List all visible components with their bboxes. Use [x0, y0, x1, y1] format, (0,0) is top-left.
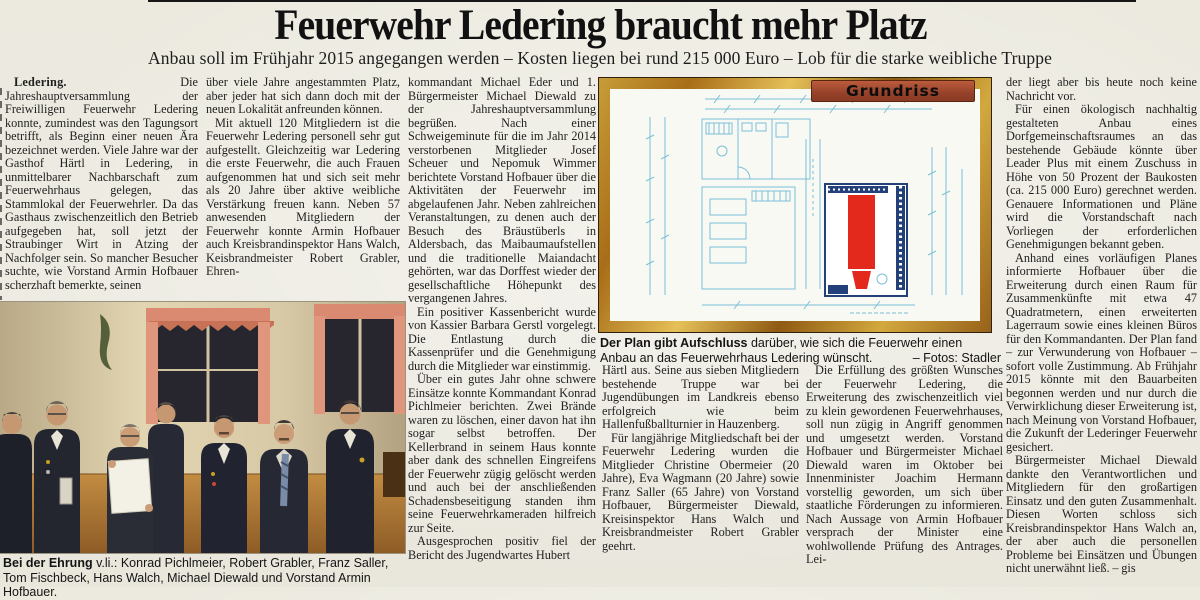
scan-edge-artifact — [0, 88, 2, 300]
article-paragraph: Über ein gutes Jahr ohne schwere Einsätze konnte Kommandant Konrad Pichlmeier berichten. Zwei Brände waren zu löschen, einer davon hat ihn sogar selbst betroffen. Der Kellerbrand in seinem Haus konnte aber dank des schnellen Eingreifens der Feuerwehr zügig gelöscht werden und auch bei der anschließenden Schadensbeseitigung standen ihm seine Feuerwehrkameraden hilfreich zur Seite. — [408, 372, 596, 535]
photo-window-right — [314, 304, 405, 414]
photo-credit: – Fotos: Stadler — [912, 350, 1001, 365]
article-paragraph: Ein positiver Kassenbericht wurde von Kassier Barbara Gerstl vorgelegt. Die Entlastung durch die Kassenprüfer und die Genehmigung durch die Mitglieder war einstimmig. — [408, 304, 596, 373]
article-paragraph: Für einen ökologisch nachhaltig gestalteten Anbau eines Dorfgemeinschaftsraumes an das bestehende Gebäude könnte über Leader Plus mit einem Zuschuss in Höhe von 50 Prozent der Baukosten (ca. 215 000 Euro) gerechnet werden. Genauere Informationen und Pläne wird die Vorstandschaft nach Vorliegen der erforderlichen Genehmigungen bekannt geben. — [1006, 102, 1197, 251]
plan-truck-highlight — [848, 195, 875, 269]
photo-trophy — [60, 478, 72, 504]
article-column-6 — [1006, 76, 1197, 587]
floor-plan-blueprint — [610, 89, 980, 321]
article-column-2 — [206, 76, 400, 304]
photo-caption-lead: Bei der Ehrung — [3, 556, 93, 570]
photo-furniture — [383, 452, 405, 497]
article-column-3 — [408, 76, 596, 587]
ceremony-photo — [0, 302, 405, 553]
article-column-4 — [602, 364, 799, 588]
article-paragraph: Mit aktuell 120 Mitgliedern ist die Feuerwehr Ledering personell sehr gut aufgestellt. Gleichzeitig war Ledering die erste Feuerwehr, die auch Frauen aufgenommen hat und sich seit mehr als 20 Jahre über aktive weibliche Verstärkung freuen kann. Neben 57 anwesenden Mitgliedern der Feuerwehr konnte Armin Hofbauer auch Kreisbrandinspektor Hans Walch, Keisbrandmeister Robert Grabler, Ehren- — [206, 115, 400, 278]
plan-caption — [600, 336, 1001, 365]
plan-new-garage — [825, 184, 907, 296]
article-subheadline: Anbau soll im Frühjahr 2015 angegangen werden – Kosten liegen bei rund 215 000 Euro – Lob für die starke weibliche Truppe — [148, 48, 1052, 68]
article-paragraph: Ausgesprochen positiv fiel der Bericht des Jugendwartes Hubert — [408, 534, 596, 562]
photo-caption — [3, 556, 402, 600]
ceremony-photo-illustration — [0, 302, 405, 553]
article-column-1 — [5, 76, 198, 304]
photo-caption-text: v.li.: Konrad Pichlmeier, Robert Grabler, Franz Saller, Tom Fischbeck, Hans Walch, Michael Diewald und Vorstand Armin Hofbauer. — [3, 556, 389, 599]
article-paragraph: Härtl aus. Seine aus sieben Mitgliedern bestehende Truppe war bei Jugendübungen im Landkreis ebenso erfolgreich wie beim Hallenfußballturnier in Hauzenberg. — [602, 364, 799, 431]
article-paragraph: Die Erfüllung des größten Wunsches der Feuerwehr Ledering, die Erweiterung des zwischenzeitlich viel zu klein gewordenen Feuerwehrhauses, soll nun zügig in Angriff genommen und umgesetzt werden. Vorstand Hofbauer und Bürgermeister Michael Diewald waren im Oktober bei Innenminister Joachim Hermann vorstellig geworden, um sich über staatliche Förderungen zu informieren. Nach Aussage von Armin Hofbauer versprach der Minister eine wohlwollende Prüfung des Antrages. Lei- — [806, 364, 1003, 566]
plan-caption-lead: Der Plan gibt Aufschluss — [600, 336, 748, 350]
floor-plan-figure — [598, 77, 992, 333]
article-column-5 — [806, 364, 1003, 588]
article-paragraph: Bürgermeister Michael Diewald dankte den Verantwortlichen und Mitgliedern für den großartigen Einsatz und den guten Zusammenhalt. Diesen Worten schloss sich Kreisbrandinspektor Hans Walch an, der aber auch die personellen Probleme bei Einsätzen und Übungen nicht unerwähnt ließ. – gis — [1006, 453, 1197, 575]
plan-caption-text: darüber, wie sich die Feuerwehr einen Anbau an das Feuerwehrhaus Ledering wünscht. — [600, 336, 963, 365]
plan-banner: Grundriss — [811, 80, 975, 102]
article-paragraph: Für langjährige Mitgliedschaft bei der Feuerwehr Ledering wurden die Mitglieder Christine Obermeier (20 Jahre), Eva Wagmann (20 Jahre) sowie Franz Saller (65 Jahre) von Vorstand Hofbauer, Bürgermeister Diewald, Kreisinspektor Hans Walch und Kreisbrandmeister Robert Grabler geehrt. — [602, 430, 799, 553]
article-paragraph: Ledering. Die Jahreshauptversammlung der Freiwilligen Feuerwehr Ledering konnte, zumindest was den Tagungsort betrifft, als Beginn einer neuen Ära bezeichnet werden. Viele Jahre war der Gasthof Härtl in Ledering, in unmittelbarer Nachbarschaft zum Feuerwehrhaus gelegen, das Stammlokal der Feuerwehrler. Da das Gasthaus zwischenzeitlich den Betrieb aufgegeben hat, soll jetzt der Straubinger Wirt in Atzing der Nachfolger sein. So mancher Besucher suchte, wie Vorstand Armin Hofbauer scherzhaft bemerkte, seinen — [5, 76, 198, 292]
article-paragraph: über viele Jahre angestammten Platz, aber jeder hat sich dann doch mit der neuen Lokalität anfreunden können. — [206, 76, 400, 116]
article-headline: Feuerwehr Ledering braucht mehr Platz — [273, 2, 927, 49]
article-paragraph: der liegt aber bis heute noch keine Nachricht vor. — [1006, 76, 1197, 103]
article-paragraph: kommandant Michael Eder und 1. Bürgermeister Michael Diewald zu der Jahreshauptversammlung begrüßen. Nach einer Schweigeminute für die im Jahr 2014 verstorbenen Mitglieder Josef Scheuer und Nepomuk Wimmer berichtete Vorstand Hofbauer über die Aktivitäten der Feuerwehr im abgelaufenen Jahr. Neben zahlreichen Veranstaltungen, zu denen auch der Besuch des Bräustüberls in Aldersbach, das Maibaumaufstellen und die traditionelle Maiandacht gehörten, war das Dorffest wieder der gesellschaftliche Höhepunkt des vergangenen Jahres. — [408, 76, 596, 305]
article-paragraph: Anhand eines vorläufigen Planes informierte Hofbauer über die Erweiterung durch einen Raum für Zusammenkünfte mit etwa 47 Quadratmetern, einen erweiterten Lagerraum sowie eines kleinen Büros für den Kommandanten. Der Plan fand – zur Verwunderung von Hofbauer – sofort volle Zustimmung. Ab Frühjahr 2015 könnte mit den Bauarbeiten begonnen werden und nur durch die Verwirklichung dieser Erweiterung ist, nach Meinung von Vorstand Hofbauer, die Zukunft der Lederinger Feuerwehr gesichert. — [1006, 250, 1197, 454]
